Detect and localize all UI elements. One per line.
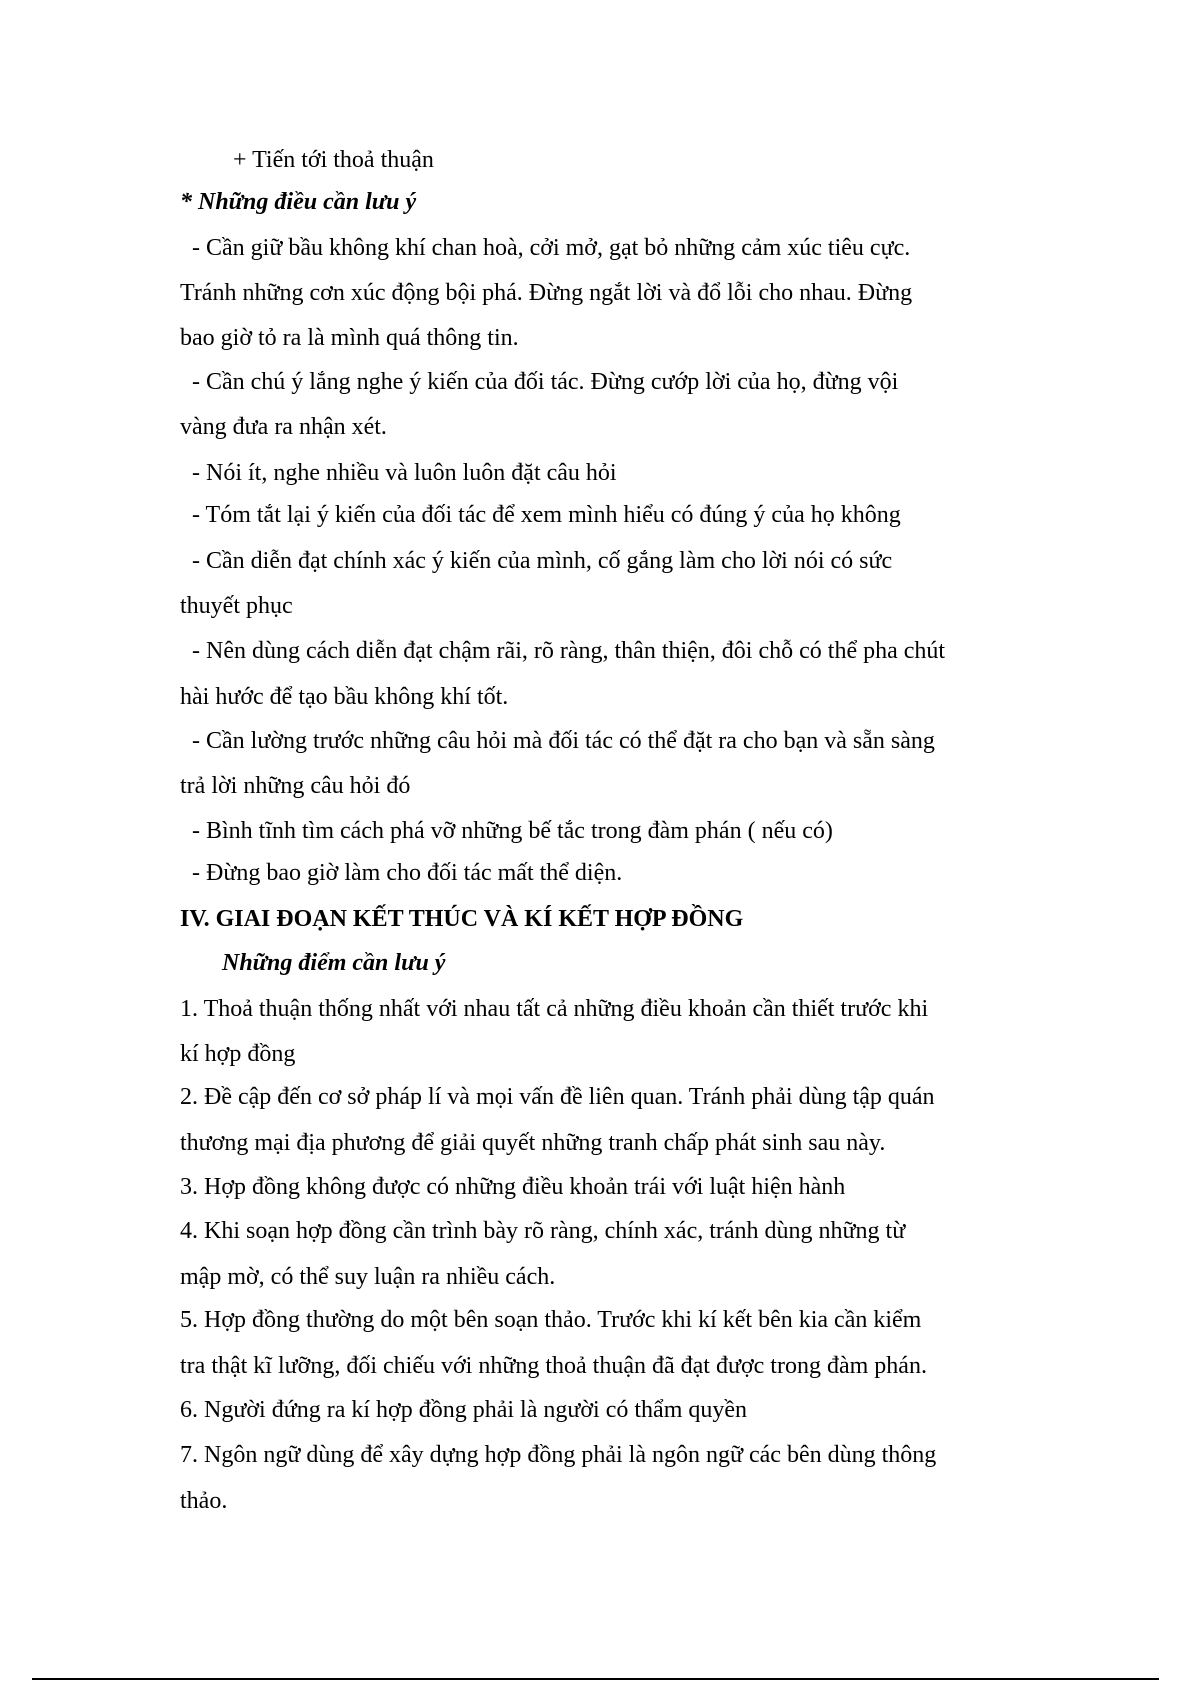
page-bottom-rule — [32, 1678, 1159, 1680]
text-line: - Đừng bao giờ làm cho đối tác mất thể diện. — [192, 860, 623, 886]
text-line: - Bình tĩnh tìm cách phá vỡ những bế tắc trong đàm phán ( nếu có) — [192, 818, 833, 844]
text-line: thuyết phục — [180, 593, 293, 619]
list-item: 3. Hợp đồng không được có những điều khoản trái với luật hiện hành — [180, 1174, 846, 1200]
list-item: 4. Khi soạn hợp đồng cần trình bày rõ ràng, chính xác, tránh dùng những từ — [180, 1218, 906, 1244]
list-item: 1. Thoả thuận thống nhất với nhau tất cả những điều khoản cần thiết trước khi — [180, 996, 929, 1022]
text-line: - Cần lường trước những câu hỏi mà đối tác có thể đặt ra cho bạn và sẵn sàng — [192, 728, 935, 754]
text-line: tra thật kĩ lưỡng, đối chiếu với những thoả thuận đã đạt được trong đàm phán. — [180, 1353, 927, 1379]
text-line: - Nên dùng cách diễn đạt chậm rãi, rõ ràng, thân thiện, đôi chỗ có thể pha chút — [192, 638, 946, 664]
list-item: 5. Hợp đồng thường do một bên soạn thảo. Trước khi kí kết bên kia cần kiểm — [180, 1307, 922, 1333]
text-line: bao giờ tỏ ra là mình quá thông tin. — [180, 325, 519, 351]
subsection-heading: Những điểm cần lưu ý — [222, 950, 446, 976]
section-heading: IV. GIAI ĐOẠN KẾT THÚC VÀ KÍ KẾT HỢP ĐỒNG — [180, 906, 744, 932]
text-line: - Nói ít, nghe nhiều và luôn luôn đặt câu hỏi — [192, 460, 617, 486]
list-item: 7. Ngôn ngữ dùng để xây dựng hợp đồng phải là ngôn ngữ các bên dùng thông — [180, 1442, 937, 1468]
text-line: trả lời những câu hỏi đó — [180, 773, 411, 799]
text-line: - Cần chú ý lắng nghe ý kiến của đối tác. Đừng cướp lời của họ, đừng vội — [192, 369, 899, 395]
list-item: 6. Người đứng ra kí hợp đồng phải là người có thẩm quyền — [180, 1397, 748, 1423]
text-line: - Tóm tắt lại ý kiến của đối tác để xem mình hiểu có đúng ý của họ không — [192, 502, 901, 528]
text-line: - Cần diễn đạt chính xác ý kiến của mình, cố gắng làm cho lời nói có sức — [192, 548, 893, 574]
text-line: - Cần giữ bầu không khí chan hoà, cởi mở, gạt bỏ những cảm xúc tiêu cực. — [192, 235, 911, 261]
text-line: hài hước để tạo bầu không khí tốt. — [180, 684, 509, 710]
text-line: Tránh những cơn xúc động bội phá. Đừng ngắt lời và đổ lỗi cho nhau. Đừng — [180, 280, 913, 306]
text-line: mập mờ, có thể suy luận ra nhiều cách. — [180, 1264, 556, 1290]
text-line: vàng đưa ra nhận xét. — [180, 414, 387, 440]
list-item: 2. Đề cập đến cơ sở pháp lí và mọi vấn đề liên quan. Tránh phải dùng tập quán — [180, 1084, 935, 1110]
text-line: kí hợp đồng — [180, 1041, 296, 1067]
text-line: + Tiến tới thoả thuận — [233, 147, 434, 173]
text-line: thảo. — [180, 1488, 228, 1514]
section-note-heading: * Những điều cần lưu ý — [180, 189, 417, 215]
text-line: thương mại địa phương để giải quyết những tranh chấp phát sinh sau này. — [180, 1130, 886, 1156]
